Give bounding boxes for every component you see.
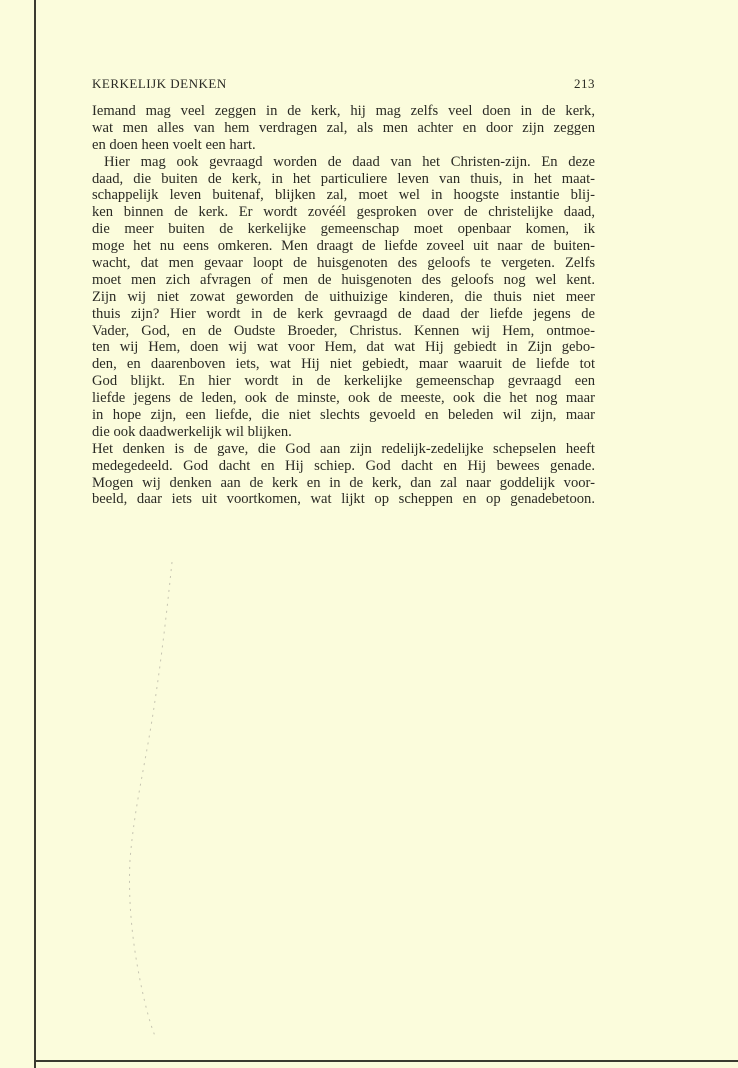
page-edge-left (34, 0, 36, 1068)
running-head (92, 76, 595, 96)
body-text (92, 103, 595, 508)
text-line: ken binnen de kerk. Er wordt zovéél gesproken over de christelijke daad, (92, 204, 595, 221)
text-line: en doen heen voelt een hart. (92, 136, 256, 153)
text-line: die meer buiten de kerkelijke gemeenschap moet openbaar komen, ik (92, 221, 595, 238)
text-line: God blijkt. En hier wordt in de kerkelijke gemeenschap gevraagd een (92, 373, 595, 390)
text-line: beeld, daar iets uit voortkomen, wat lijkt op scheppen en op genadebetoon. (92, 491, 595, 508)
text-line: moge het nu eens omkeren. Men draagt de liefde zoveel uit naar de buiten- (92, 238, 595, 255)
text-line: daad, die buiten de kerk, in het particuliere leven van thuis, in het maat- (92, 170, 595, 187)
running-head-title: KERKELIJK DENKEN (92, 76, 227, 91)
pencil-margin-mark (122, 560, 182, 1040)
text-line: Het denken is de gave, die God aan zijn redelijk-zedelijke schepselen heeft (92, 440, 595, 457)
page-edge-bottom (34, 1060, 738, 1062)
text-line: Vader, God, en de Oudste Broeder, Christus. Kennen wij Hem, ontmoe- (92, 322, 595, 339)
text-line: moet men zich afvragen of men de huisgenoten des geloofs nog wel kent. (92, 271, 595, 288)
page-number: 213 (574, 76, 595, 91)
text-line: die ook daadwerkelijk wil blijken. (92, 423, 292, 440)
text-line: schappelijk leven buitenaf, blijken zal, moet wel in hoogste instantie blij- (92, 187, 595, 204)
text-line: Mogen wij denken aan de kerk en in de kerk, dan zal naar goddelijk voor- (92, 474, 595, 491)
text-line: medegedeeld. God dacht en Hij schiep. God dacht en Hij bewees genade. (92, 457, 595, 474)
text-line: thuis zijn? Hier wordt in de kerk gevraagd de daad der liefde jegens de (92, 305, 595, 322)
text-line: wacht, dat men gevaar loopt de huisgenoten des geloofs te vergeten. Zelfs (92, 255, 595, 272)
text-line: Iemand mag veel zeggen in de kerk, hij mag zelfs veel doen in de kerk, (92, 103, 595, 119)
text-line: Zijn wij niet zowat geworden de uithuizige kinderen, die thuis niet meer (92, 288, 595, 305)
text-line: Hier mag ook gevraagd worden de daad van het Christen-zijn. En deze (104, 153, 595, 170)
text-line: den, en daarenboven iets, wat Hij niet gebiedt, maar waaruit de liefde tot (92, 356, 595, 373)
text-line: in hope zijn, een liefde, die niet slechts gevoeld en beleden wil zijn, maar (92, 407, 595, 424)
text-line: ten wij Hem, doen wij wat voor Hem, dat wat Hij gebiedt in Zijn gebo- (92, 339, 595, 356)
text-line: liefde jegens de leden, ook de minste, ook de meeste, ook die het nog maar (92, 390, 595, 407)
text-line: wat men alles van hem verdragen zal, als men achter en door zijn zeggen (92, 119, 595, 136)
